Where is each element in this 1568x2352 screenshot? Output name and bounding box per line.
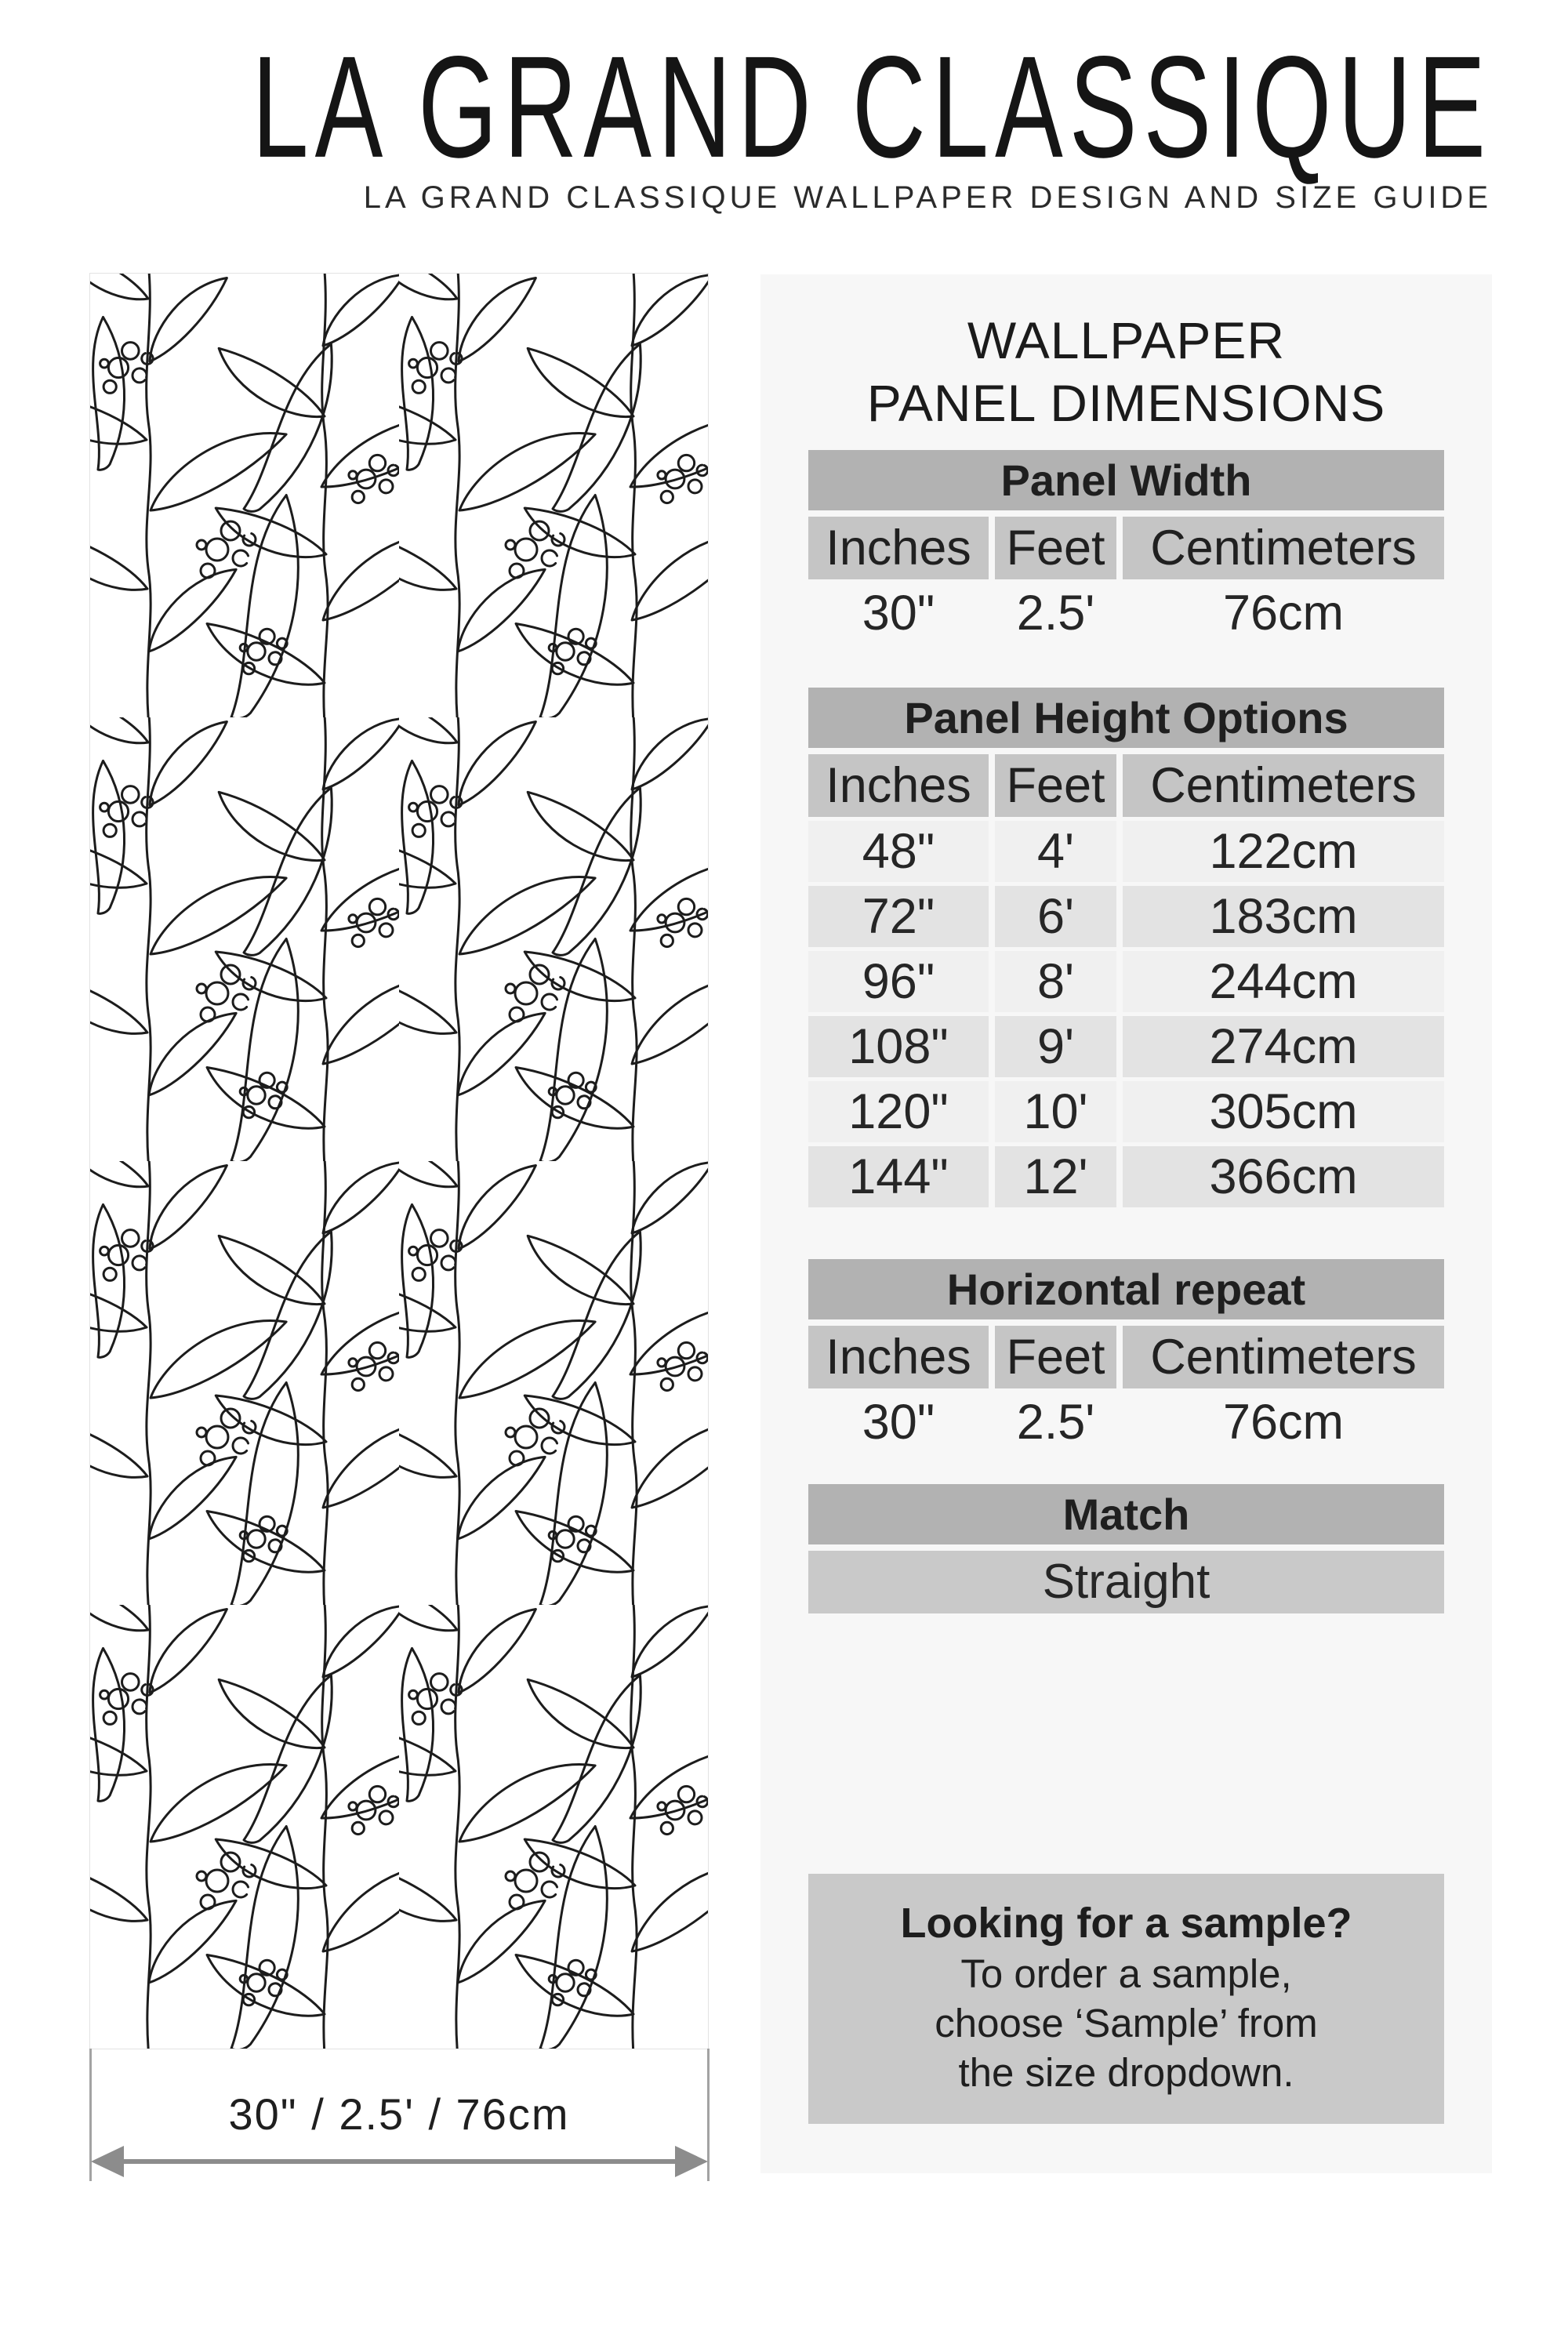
header <box>252 25 1492 216</box>
panel-height-column-headers <box>808 754 1444 817</box>
sample-text-line1: To order a sample, <box>960 1951 1292 1996</box>
panel-width-column-headers <box>808 517 1444 579</box>
panel-height-header: Panel Height Options <box>808 688 1444 748</box>
height-centimeters: 244cm <box>1123 951 1444 1012</box>
panel-width-header: Panel Width <box>808 450 1444 510</box>
panel-width-values <box>808 584 1444 642</box>
height-feet: 6' <box>995 886 1116 947</box>
height-centimeters: 305cm <box>1123 1081 1444 1142</box>
horizontal-repeat-values <box>808 1393 1444 1451</box>
panel-width-dimension-label: 30" / 2.5' / 76cm <box>228 2089 570 2139</box>
repeat-inches: 30" <box>862 1395 935 1450</box>
horizontal-repeat-column-headers <box>808 1326 1444 1388</box>
height-centimeters: 122cm <box>1123 821 1444 882</box>
height-inches: 144" <box>808 1146 989 1207</box>
table-row <box>808 1016 1444 1077</box>
column-header-centimeters: Centimeters <box>1123 754 1444 817</box>
info-heading <box>760 309 1492 434</box>
column-header-inches: Inches <box>808 1326 989 1388</box>
sample-title: Looking for a sample? <box>900 1900 1352 1947</box>
height-inches: 120" <box>808 1081 989 1142</box>
height-centimeters: 183cm <box>1123 886 1444 947</box>
height-feet: 10' <box>995 1081 1116 1142</box>
panel-width-feet: 2.5' <box>1016 586 1095 641</box>
height-inches: 48" <box>808 821 989 882</box>
height-inches: 96" <box>808 951 989 1012</box>
column-header-centimeters: Centimeters <box>1123 1326 1444 1388</box>
dimensions-info-panel <box>760 274 1492 2173</box>
sample-text-line3: the size dropdown. <box>958 2050 1294 2095</box>
info-heading-line1: WALLPAPER <box>967 311 1286 369</box>
brand-subtitle: LA GRAND CLASSIQUE WALLPAPER DESIGN AND SIZE GUIDE <box>363 180 1492 215</box>
height-feet: 4' <box>995 821 1116 882</box>
column-header-centimeters: Centimeters <box>1123 517 1444 579</box>
height-centimeters: 366cm <box>1123 1146 1444 1207</box>
match-value: Straight <box>808 1551 1444 1613</box>
wallpaper-preview-panel <box>90 274 708 2049</box>
repeat-feet: 2.5' <box>1016 1395 1095 1450</box>
column-header-feet: Feet <box>995 754 1116 817</box>
height-feet: 12' <box>995 1146 1116 1207</box>
height-feet: 8' <box>995 951 1116 1012</box>
table-row <box>808 1081 1444 1142</box>
horizontal-repeat-header: Horizontal repeat <box>808 1259 1444 1319</box>
match-header: Match <box>808 1484 1444 1544</box>
wallpaper-pattern-image <box>90 274 708 2049</box>
width-dimension-arrow <box>78 2038 721 2191</box>
table-row <box>808 886 1444 947</box>
sample-info-box <box>808 1874 1444 2124</box>
sample-text-line2: choose ‘Sample’ from <box>935 2001 1318 2045</box>
height-centimeters: 274cm <box>1123 1016 1444 1077</box>
repeat-centimeters: 76cm <box>1222 1395 1345 1450</box>
height-inches: 108" <box>808 1016 989 1077</box>
table-row <box>808 821 1444 882</box>
panel-width-centimeters: 76cm <box>1222 586 1345 641</box>
column-header-inches: Inches <box>808 517 989 579</box>
table-row <box>808 951 1444 1012</box>
height-inches: 72" <box>808 886 989 947</box>
dimension-tables <box>808 450 1444 1613</box>
brand-title: LA GRAND CLASSIQUE <box>252 25 1492 188</box>
table-row <box>808 1146 1444 1207</box>
column-header-feet: Feet <box>995 517 1116 579</box>
column-header-feet: Feet <box>995 1326 1116 1388</box>
column-header-inches: Inches <box>808 754 989 817</box>
height-feet: 9' <box>995 1016 1116 1077</box>
panel-width-inches: 30" <box>862 586 935 641</box>
info-heading-line2: PANEL DIMENSIONS <box>866 374 1386 432</box>
